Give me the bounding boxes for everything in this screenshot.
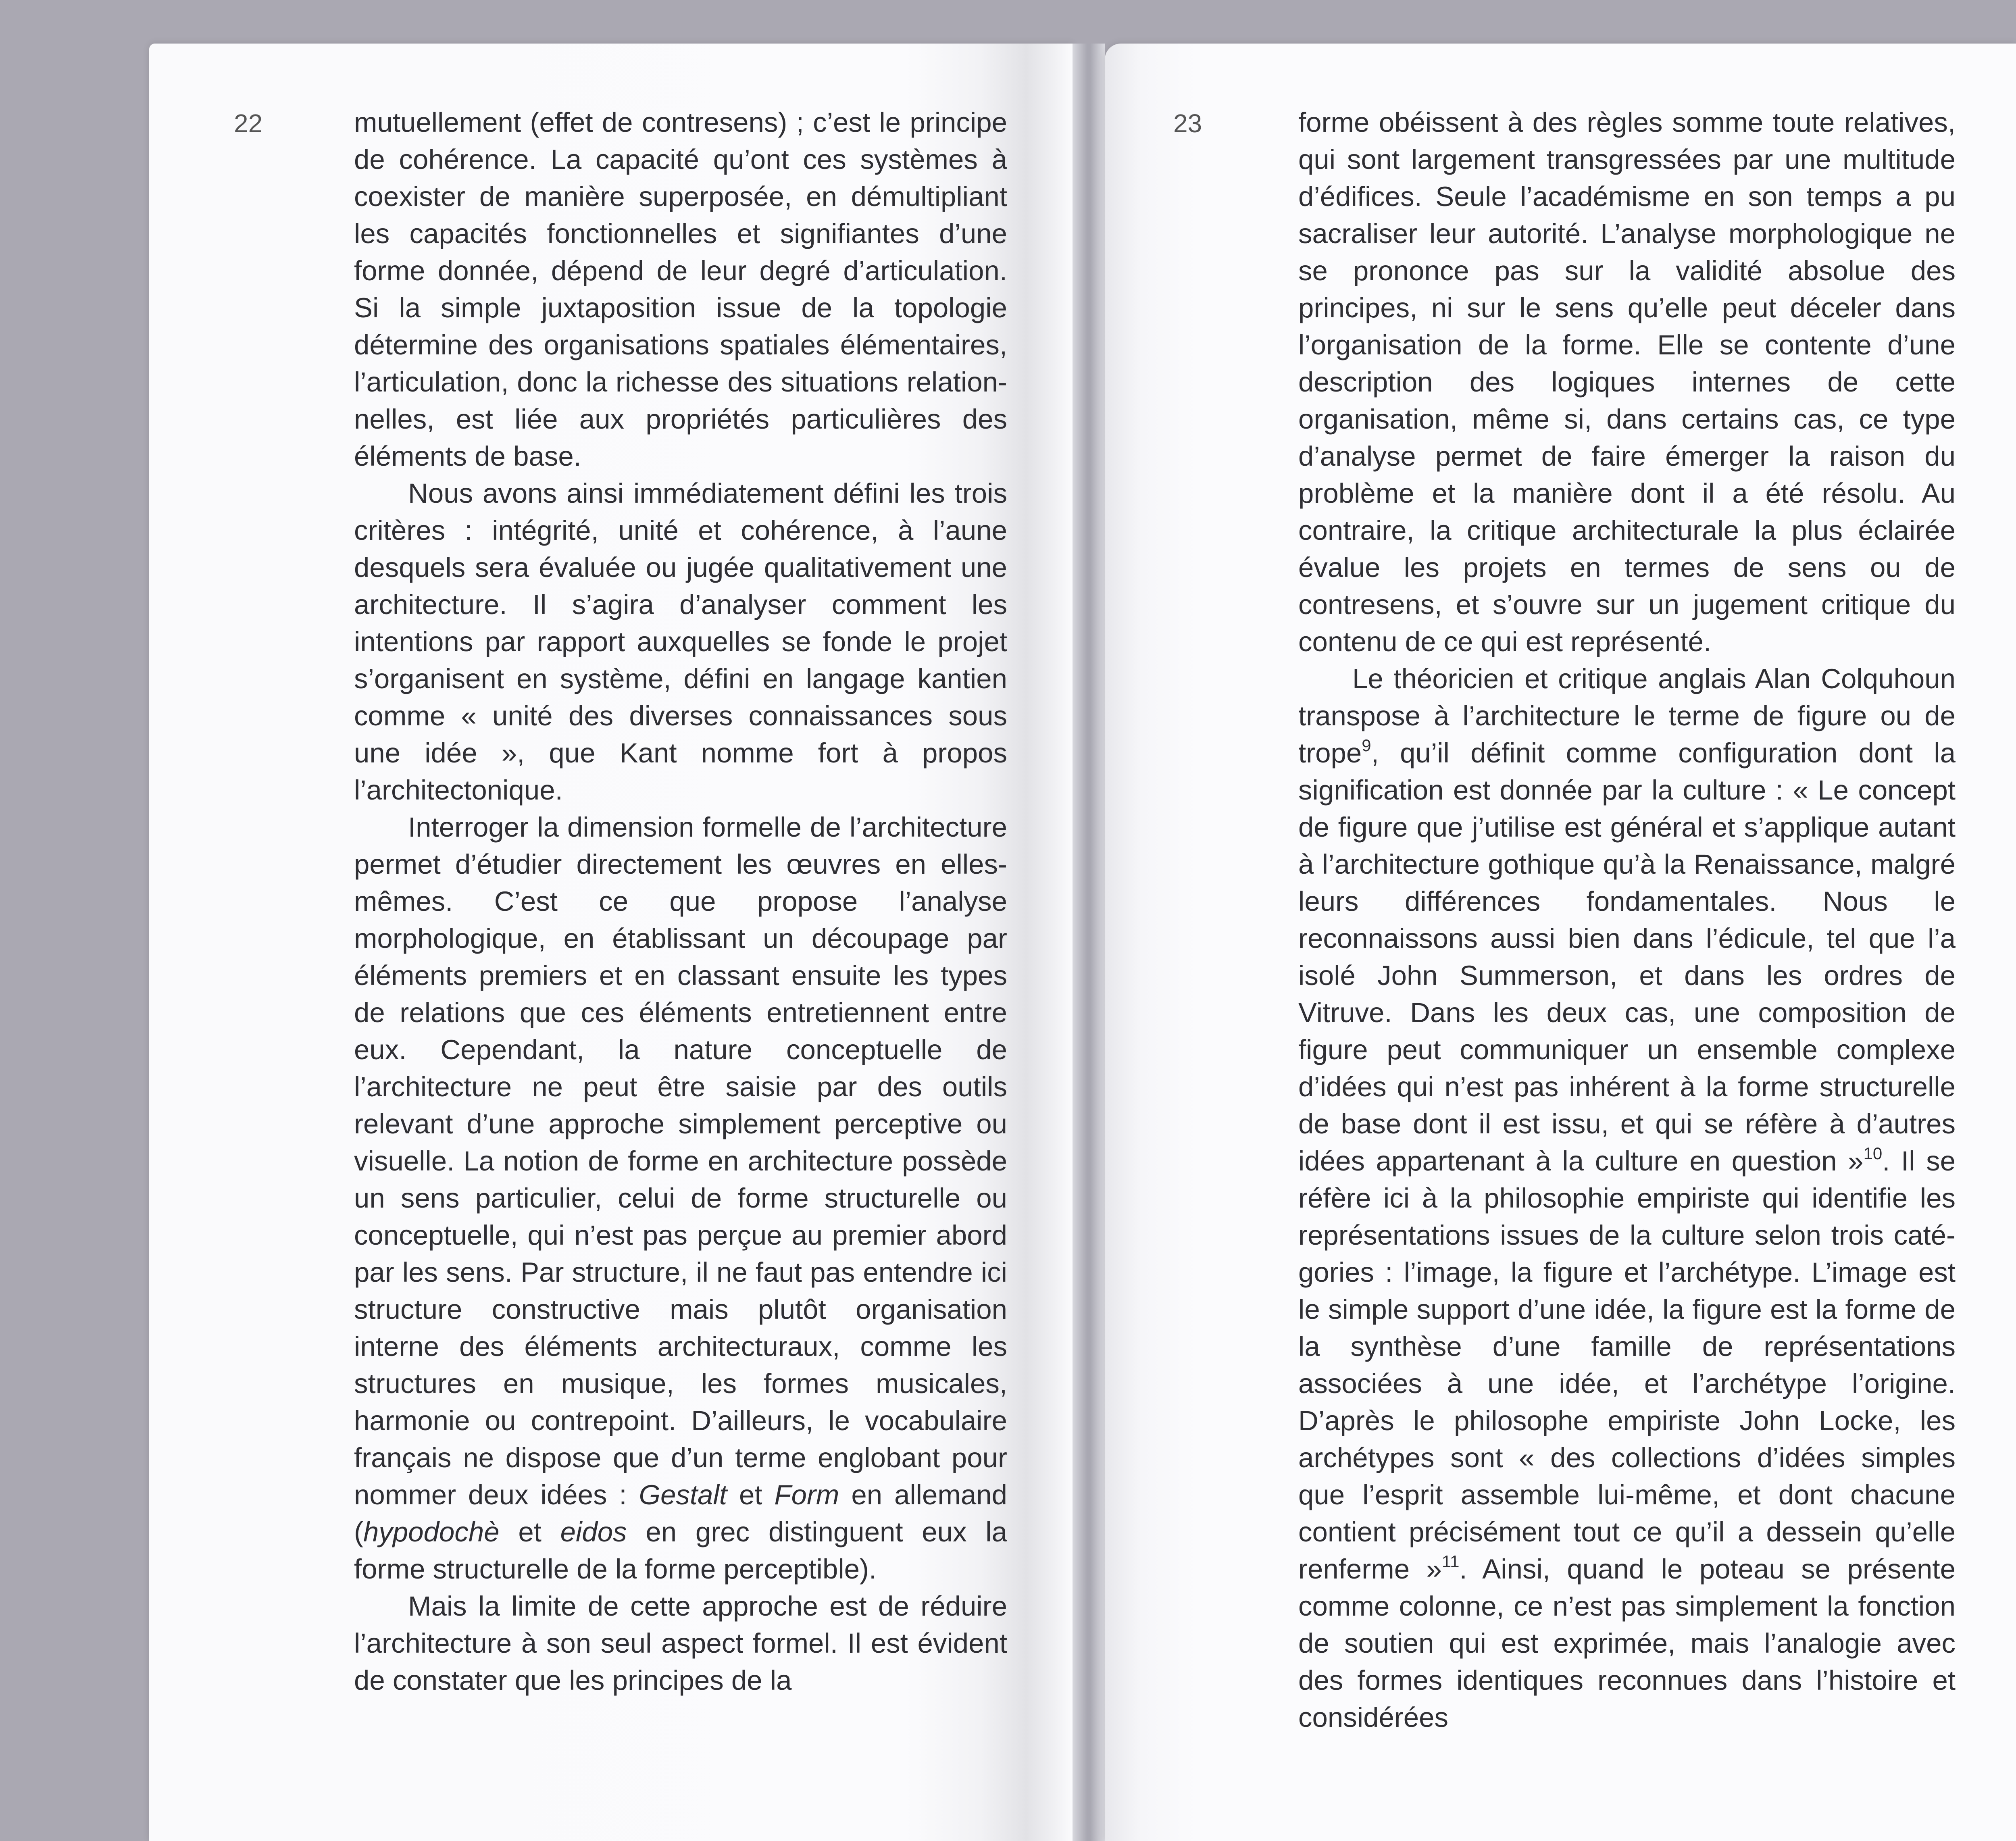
paragraph [1298,104,1956,660]
footnote-ref: 11 [1441,1552,1460,1571]
page-number-left: 22 [234,109,263,138]
text-run: et [727,1479,775,1510]
footnote-ref: 10 [1863,1144,1883,1163]
text-run: Interroger la dimension formelle de l’architecture permet d’étudier directement les œuvres en elles-mêmes. C’est ce que propose l’analyse morphologique, en établissant un découpage par éléments premiers et en classant ensuite les types de relations que ces éléments entretiennent entre eux. Cependant, la nature conceptuelle de l’architecture ne peut être saisie par des outils relevant d’une approche simplement perceptive ou visuelle. La notion de forme en architecture possède un sens particulier, celui de forme structurelle ou conceptuelle, qui n’est pas perçue au premier abord par les sens. Par structure, il ne faut pas entendre ici structure constructive mais plutôt organisation interne des éléments architecturaux, comme les structures en musique, les formes musicales, harmonie ou contrepoint. D’ailleurs, le vocabulaire français ne dispose que d’un terme englobant pour nommer deux idées : [354,812,1007,1510]
left-text-column [354,104,1007,1699]
italic-term: eidos [560,1516,627,1547]
text-run: et [499,1516,560,1547]
italic-term: Gestalt [639,1479,727,1510]
footnote-ref: 9 [1362,736,1371,755]
italic-term: Form [774,1479,839,1510]
right-text-column [1298,104,1956,1736]
paragraph [1298,660,1956,1736]
paragraph [354,809,1007,1588]
italic-term: hypodochè [363,1516,500,1547]
book-gutter [1073,44,1105,1841]
text-run: . Ainsi, quand le poteau se présente comme colonne, ce n’est pas simplement la fonction de soutien qui est exprimée, mais l’analogie avec des formes identiques reconnues dans l’histoire et considérées [1298,1554,1956,1733]
text-run: Nous avons ainsi immédiatement défini les trois critères : intégrité, unité et cohérence, à l’aune desquels sera évaluée ou jugée qualitativement une architecture. Il s’agira d’analyser comment les intentions par rapport auxquelles se fonde le projet s’organisent en système, défini en langage kantien comme « unité des diverses connaissances sous une idée », que Kant nomme fort à propos l’architectonique. [354,478,1007,806]
text-run: forme obéissent à des règles somme toute relatives, qui sont largement transgressées par une multitude d’édifices. Seule l’académisme en son temps a pu sacraliser leur autorité. L’analyse morphologique ne se prononce pas sur la validité absolue des principes, ni sur le sens qu’elle peut déceler dans l’organisation de la forme. Elle se contente d’une description des logiques internes de cette organisation, même si, dans certains cas, ce type d’analyse permet de faire émerger la raison du problème et la manière dont il a été résolu. Au contraire, la critique architecturale la plus éclairée évalue les projets en termes de sens ou de contresens, et s’ouvre sur un jugement critique du contenu de ce qui est représenté. [1298,107,1956,657]
paragraph [354,1588,1007,1699]
paragraph [354,104,1007,475]
text-run: Le théoricien et critique anglais Alan Colquhoun transpose à l’architecture le terme de figure ou de trope [1298,663,1956,768]
text-run: mutuellement (effet de contresens) ; c’est le principe de cohérence. La capacité qu’ont ces systèmes à coexister de manière superposée, en démultipliant les capacités fonctionnelles et signifiantes d’une forme donnée, dépend de leur degré d’articulation. Si la simple juxtaposition issue de la topologie détermine des organisations spatiales élémentaires, l’articulation, donc la richesse des situations relationnelles, est liée aux propriétés particulières des éléments de base. [354,107,1007,472]
page-number-right: 23 [1173,109,1202,138]
text-run: en allemand ( [354,1479,1007,1547]
text-run: , qu’il définit comme configuration dont la signification est donnée par la culture : « Le concept de figure que j’utilise est général et s’applique autant à l’architecture gothique qu’à la Renaissance, malgré leurs différences fondamentales. Nous le reconnaissons aussi bien dans l’édicule, tel que l’a isolé John Summerson, et dans les ordres de Vitruve. Dans les deux cas, une composition de figure peut communiquer un ensemble complexe d’idées qui n’est pas inhérent à la forme structurelle de base dont il est issu, et qui se réfère à d’autres idées appartenant à la culture en question » [1298,737,1956,1177]
text-run: . Il se réfère ici à la philosophie empiriste qui identifie les représentations issues de la culture selon trois catégories : l’image, la figure et l’archétype. L’image est le simple support d’une idée, la figure est la forme de la synthèse d’une famille de représentations associées à une idée, et l’archétype l’origine. D’après le philosophe empiriste John Locke, les archétypes sont « des collections d’idées simples que l’esprit assemble lui-même, et dont chacune contient précisément tout ce qu’il a dessein qu’elle renferme » [1298,1145,1956,1585]
paragraph [354,475,1007,809]
text-run: Mais la limite de cette approche est de réduire l’architecture à son seul aspect formel. Il est évident de constater que les principes de la [354,1591,1007,1696]
text-run: en grec distinguent eux la forme structurelle de la forme perceptible). [354,1516,1008,1585]
